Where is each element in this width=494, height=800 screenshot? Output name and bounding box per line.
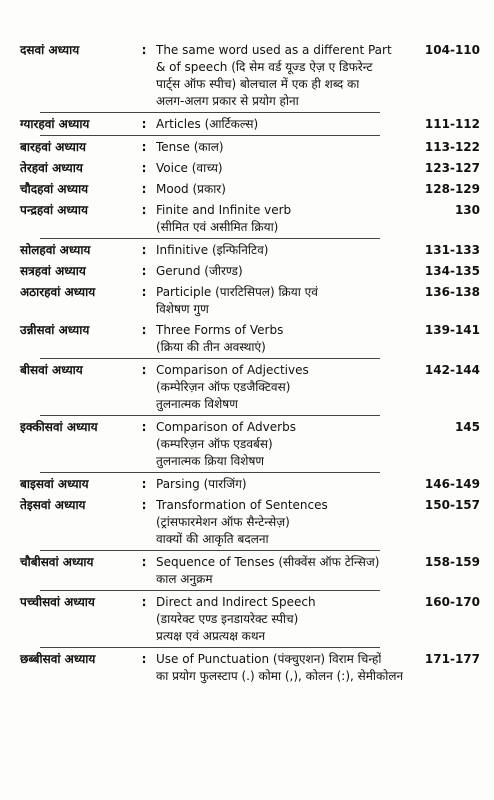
entry-body xyxy=(156,116,480,133)
chapter-label: छब्बीसवां अध्याय xyxy=(20,652,96,666)
toc-entry xyxy=(20,263,480,280)
entry-line xyxy=(156,339,480,356)
entry-title-text: The same word used as a different Part xyxy=(156,43,392,57)
separator-colon: : xyxy=(141,595,147,609)
entry-line xyxy=(156,571,480,588)
entry-line xyxy=(156,42,480,59)
page-range: 134-135 xyxy=(424,264,480,278)
entry-title-text: Voice (वाच्य) xyxy=(156,161,223,175)
entry-title-text: अलग-अलग प्रकार से प्रयोग होना xyxy=(156,94,299,108)
entry-line xyxy=(156,202,480,219)
separator-colon: : xyxy=(141,555,147,569)
entry-line xyxy=(156,76,480,93)
divider-rule xyxy=(40,550,380,551)
divider-rule xyxy=(40,135,380,136)
chapter-label: उन्नीसवां अध्याय xyxy=(20,323,90,337)
entry-title-text: (सीमित एवं असीमित क्रिया) xyxy=(156,220,279,234)
chapter-label: ग्यारहवां अध्याय xyxy=(20,117,90,131)
entry-title-text: Participle (पारटिसिपल) क्रिया एवं xyxy=(156,285,318,299)
entry-title-text: (कम्परिज़न ऑफ एडवर्बस) xyxy=(156,437,273,451)
entry-line xyxy=(156,611,480,628)
separator-colon: : xyxy=(141,264,147,278)
page-range: 139-141 xyxy=(424,323,480,337)
entry-body xyxy=(156,322,480,356)
entry-title-text: (कम्पेरिज़न ऑफ एडजैक्टिवस) xyxy=(156,380,291,394)
entry-line xyxy=(156,514,480,531)
chapter-label: चौबीसवां अध्याय xyxy=(20,555,94,569)
entry-line xyxy=(156,651,480,668)
divider-rule xyxy=(40,238,380,239)
entry-line xyxy=(156,396,480,413)
separator-colon: : xyxy=(141,363,147,377)
entry-title-text: Comparison of Adjectives xyxy=(156,363,309,377)
entry-line xyxy=(156,497,480,514)
separator-colon: : xyxy=(141,285,147,299)
toc-entry xyxy=(20,476,480,493)
chapter-label: सोलहवां अध्याय xyxy=(20,243,91,257)
entry-body xyxy=(156,651,480,685)
entry-line xyxy=(156,322,480,339)
page-range: 113-122 xyxy=(424,140,480,154)
separator-colon: : xyxy=(141,43,147,57)
entry-title-text: Infinitive (इन्फिनिटिव) xyxy=(156,243,269,257)
entry-title-text: पार्ट्स ऑफ स्पीच) बोलचाल में एक ही शब्द का xyxy=(156,77,360,91)
page-range: 136-138 xyxy=(424,285,480,299)
entry-line xyxy=(156,160,480,177)
entry-title-text: (क्रिया की तीन अवस्थाएं) xyxy=(156,340,266,354)
entry-body xyxy=(156,160,480,177)
toc-entry xyxy=(20,497,480,548)
entry-body xyxy=(156,263,480,280)
chapter-label: दसवां अध्याय xyxy=(20,43,80,57)
separator-colon: : xyxy=(141,243,147,257)
entry-title-text: Mood (प्रकार) xyxy=(156,182,226,196)
toc-entry xyxy=(20,181,480,198)
entry-title-text: Three Forms of Verbs xyxy=(156,323,284,337)
entry-title-text: & of speech (दि सेम वर्ड यूज्ड ऐज़ ए डिफरेन्ट xyxy=(156,60,373,74)
separator-colon: : xyxy=(141,117,147,131)
separator-colon: : xyxy=(141,652,147,666)
entry-body xyxy=(156,419,480,470)
entry-title-text: का प्रयोग फुलस्टाप (.) कोमा (,), कोलन (:), सेमीकोलन xyxy=(156,669,404,683)
page-range: 150-157 xyxy=(424,498,480,512)
chapter-label: तेरहवां अध्याय xyxy=(20,161,83,175)
page-range: 146-149 xyxy=(424,477,480,491)
entry-line xyxy=(156,242,480,259)
page-range: 130 xyxy=(454,203,480,217)
entry-line xyxy=(156,362,480,379)
toc-entry xyxy=(20,160,480,177)
entry-title-text: (डायरेक्ट एण्ड इनडायरेक्ट स्पीच) xyxy=(156,612,299,626)
entry-line xyxy=(156,668,480,685)
page-range: 171-177 xyxy=(424,652,480,666)
entry-title-text: प्रत्यक्ष एवं अप्रत्यक्ष कथन xyxy=(156,629,266,643)
chapter-label: अठारहवां अध्याय xyxy=(20,285,96,299)
entry-body xyxy=(156,139,480,156)
page-range: 131-133 xyxy=(424,243,480,257)
entry-line xyxy=(156,594,480,611)
entry-title-text: Articles (आर्टिकल्स) xyxy=(156,117,259,131)
entry-title-text: Comparison of Adverbs xyxy=(156,420,296,434)
entry-line xyxy=(156,139,480,156)
chapter-label: बीसवां अध्याय xyxy=(20,363,83,377)
separator-colon: : xyxy=(141,477,147,491)
page-range: 158-159 xyxy=(424,555,480,569)
entry-body xyxy=(156,554,480,588)
entry-line xyxy=(156,379,480,396)
separator-colon: : xyxy=(141,140,147,154)
page-range: 104-110 xyxy=(424,43,480,57)
toc-entry xyxy=(20,594,480,645)
chapter-label: पन्द्रहवां अध्याय xyxy=(20,203,88,217)
entry-line xyxy=(156,181,480,198)
entry-body xyxy=(156,181,480,198)
entry-line xyxy=(156,263,480,280)
entry-title-text: Parsing (पारजिंग) xyxy=(156,477,247,491)
entry-title-text: Use of Punctuation (पंक्चुएशन) विराम चिन्हों xyxy=(156,652,382,666)
chapter-label: सत्रहवां अध्याय xyxy=(20,264,86,278)
divider-rule xyxy=(40,415,380,416)
toc-entry xyxy=(20,651,480,685)
entry-body xyxy=(156,476,480,493)
chapter-label: चौदहवां अध्याय xyxy=(20,182,89,196)
page-range: 160-170 xyxy=(424,595,480,609)
separator-colon: : xyxy=(141,161,147,175)
page-range: 145 xyxy=(454,420,480,434)
entry-title-text: Sequence of Tenses (सीक्वेंस ऑफ टेन्सिज) xyxy=(156,555,380,569)
entry-title-text: काल अनुक्रम xyxy=(156,572,213,586)
entry-title-text: (ट्रांसफारमेशन ऑफ सैन्टेन्सेज़) xyxy=(156,515,290,529)
entry-title-text: Gerund (जीरण्ड) xyxy=(156,264,243,278)
toc-entry xyxy=(20,42,480,110)
page-range: 123-127 xyxy=(424,161,480,175)
chapter-label: पच्चीसवां अध्याय xyxy=(20,595,95,609)
toc-entry xyxy=(20,362,480,413)
entry-title-text: Tense (काल) xyxy=(156,140,224,154)
entry-line xyxy=(156,419,480,436)
page-range: 142-144 xyxy=(424,363,480,377)
entry-title-text: Direct and Indirect Speech xyxy=(156,595,316,609)
divider-rule xyxy=(40,590,380,591)
toc-entry xyxy=(20,202,480,236)
entry-body xyxy=(156,42,480,110)
divider-rule xyxy=(40,472,380,473)
entry-body xyxy=(156,497,480,548)
entry-title-text: वाक्यों की आकृति बदलना xyxy=(156,532,269,546)
entry-body xyxy=(156,242,480,259)
entry-line xyxy=(156,59,480,76)
separator-colon: : xyxy=(141,420,147,434)
spacer xyxy=(20,685,480,689)
separator-colon: : xyxy=(141,498,147,512)
entry-title-text: Finite and Infinite verb xyxy=(156,203,292,217)
entry-line xyxy=(156,554,480,571)
separator-colon: : xyxy=(141,323,147,337)
entry-title-text: Transformation of Sentences xyxy=(156,498,328,512)
toc-entry xyxy=(20,242,480,259)
entry-line xyxy=(156,116,480,133)
entry-body xyxy=(156,362,480,413)
chapter-label: बारहवां अध्याय xyxy=(20,140,86,154)
divider-rule xyxy=(40,112,380,113)
entry-title-text: तुलनात्मक क्रिया विशेषण xyxy=(156,454,265,468)
entry-line xyxy=(156,628,480,645)
chapter-label: बाइसवां अध्याय xyxy=(20,477,89,491)
entry-title-text: तुलनात्मक विशेषण xyxy=(156,397,238,411)
page-range: 128-129 xyxy=(424,182,480,196)
chapter-label: इक्कीसवां अध्याय xyxy=(20,420,98,434)
divider-rule xyxy=(40,647,380,648)
separator-colon: : xyxy=(141,203,147,217)
divider-rule xyxy=(40,358,380,359)
entry-line xyxy=(156,93,480,110)
entry-line xyxy=(156,436,480,453)
chapter-label: तेइसवां अध्याय xyxy=(20,498,86,512)
toc-entry xyxy=(20,116,480,133)
toc-entry xyxy=(20,284,480,318)
toc-entry xyxy=(20,419,480,470)
entry-body xyxy=(156,594,480,645)
entry-line xyxy=(156,301,480,318)
entry-line xyxy=(156,476,480,493)
entry-body xyxy=(156,202,480,236)
toc-entry xyxy=(20,139,480,156)
page-range: 111-112 xyxy=(424,117,480,131)
separator-colon: : xyxy=(141,182,147,196)
toc-entry xyxy=(20,554,480,588)
entry-line xyxy=(156,219,480,236)
toc-entry xyxy=(20,322,480,356)
entry-body xyxy=(156,284,480,318)
entry-title-text: विशेषण गुण xyxy=(156,302,209,316)
entry-line xyxy=(156,531,480,548)
entry-line xyxy=(156,284,480,301)
entry-line xyxy=(156,453,480,470)
